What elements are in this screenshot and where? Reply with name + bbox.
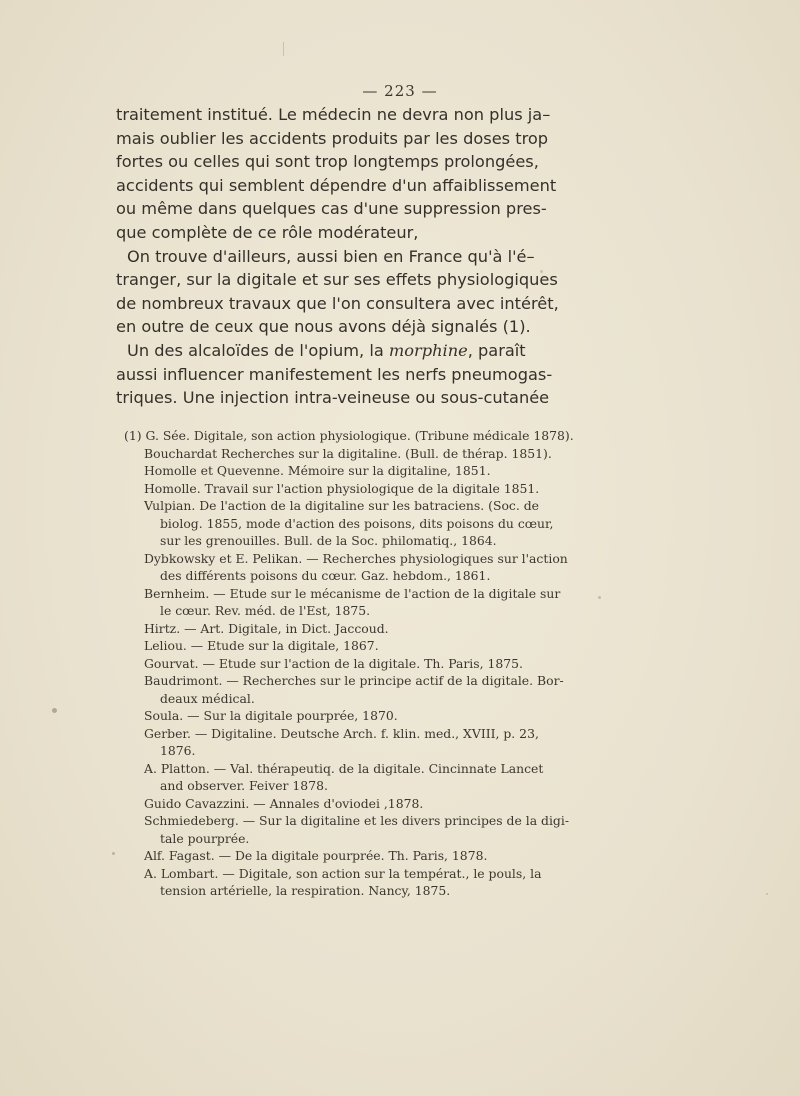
footnote-line: Homolle. Travail sur l'action physiologique de la digitale 1851. bbox=[144, 480, 540, 496]
page-blemish bbox=[766, 893, 768, 895]
body-line bbox=[116, 339, 546, 363]
body-line: mais oublier les accidents produits par les doses trop bbox=[116, 128, 549, 148]
footnote-line: Bouchardat Recherches sur la digitaline. (Bull. de thérap. 1851). bbox=[144, 445, 552, 461]
body-line: ou même dans quelques cas d'une suppression pres- bbox=[116, 199, 547, 219]
footnote-line: Dybkowsky et E. Pelikan. — Recherches physiologiques sur l'action bbox=[144, 550, 568, 566]
body-line: triques. Une injection intra-veineuse ou sous-cutanée bbox=[116, 388, 550, 408]
footnote-line: Alf. Fagast. — De la digitale pourprée. Th. Paris, 1878. bbox=[144, 848, 488, 863]
footnote-line: le cœur. Rev. méd. de l'Est, 1875. bbox=[160, 603, 371, 618]
footnote-line: Gourvat. — Etude sur l'action de la digitale. Th. Paris, 1875. bbox=[144, 655, 523, 671]
body-line: traitement institué. Le médecin ne devra non plus ja– bbox=[116, 105, 551, 124]
footnote-line: Hirtz. — Art. Digitale, in Dict. Jaccoud. bbox=[144, 620, 389, 636]
footnote-line: Leliou. — Etude sur la digitale, 1867. bbox=[144, 638, 379, 653]
footnote-line: Guido Cavazzini. — Annales d'oviodei ,1878. bbox=[144, 795, 424, 811]
page-blemish bbox=[598, 596, 601, 599]
footnote-line: A. Platton. — Val. thérapeutiq. de la digitale. Cincinnate Lancet bbox=[144, 760, 544, 776]
body-line: en outre de ceux que nous avons déjà signalés (1). bbox=[116, 317, 531, 337]
footnote-line: tension artérielle, la respiration. Nancy, 1875. bbox=[160, 883, 451, 898]
body-line: de nombreux travaux que l'on consultera avec intérêt, bbox=[116, 293, 559, 313]
footnote-line: des différents poisons du cœur. Gaz. hebdom., 1861. bbox=[160, 568, 491, 583]
body-text-run: , paraît bbox=[467, 340, 526, 360]
footnote-line: Vulpian. De l'action de la digitaline sur les batraciens. (Soc. de bbox=[144, 498, 539, 513]
body-line: tranger, sur la digitale et sur ses effets physiologiques bbox=[116, 270, 558, 290]
footnote-line: sur les grenouilles. Bull. de la Soc. philomatiq., 1864. bbox=[160, 533, 497, 548]
footnote-line: Bernheim. — Etude sur le mécanisme de l'action de la digitale sur bbox=[144, 585, 561, 601]
footnote-line: (1) G. Sée. Digitale, son action physiologique. (Tribune médicale 1878). bbox=[124, 428, 574, 443]
footnote-line: Homolle et Quevenne. Mémoire sur la digitaline, 1851. bbox=[144, 463, 491, 478]
body-line: On trouve d'ailleurs, aussi bien en France qu'à l'é– bbox=[127, 246, 535, 266]
footnote-line: Baudrimont. — Recherches sur le principe actif de la digitale. Bor- bbox=[144, 673, 564, 688]
body-text bbox=[116, 103, 559, 410]
footnote-line: Schmiedeberg. — Sur la digitaline et les divers principes de la digi- bbox=[144, 813, 570, 828]
body-line: accidents qui semblent dépendre d'un affaiblissement bbox=[116, 175, 557, 195]
italic-term: morphine bbox=[388, 340, 468, 360]
footnote-line: Gerber. — Digitaline. Deutsche Arch. f. klin. med., XVIII, p. 23, bbox=[144, 725, 539, 741]
footnote-line: A. Lombart. — Digitale, son action sur la températ., le pouls, la bbox=[144, 865, 542, 881]
footnotes bbox=[124, 427, 574, 900]
body-line: fortes ou celles qui sont trop longtemps prolongées, bbox=[116, 152, 539, 172]
body-line: que complète de ce rôle modérateur, bbox=[116, 222, 419, 242]
page-blemish bbox=[283, 42, 284, 56]
body-text-run: Un des alcaloïdes de l'opium, la bbox=[127, 340, 389, 360]
page-blemish bbox=[52, 708, 57, 713]
footnote-line: Soula. — Sur la digitale pourprée, 1870. bbox=[144, 708, 398, 723]
footnote-line: deaux médical. bbox=[160, 690, 255, 706]
footnote-line: biolog. 1855, mode d'action des poisons, dits poisons du cœur, bbox=[160, 515, 554, 531]
footnote-line: tale pourprée. bbox=[160, 830, 250, 846]
page-blemish bbox=[112, 852, 115, 855]
footnote-line: 1876. bbox=[160, 743, 196, 758]
body-line: aussi influencer manifestement les nerfs pneumogas- bbox=[116, 364, 553, 384]
footnote-line: and observer. Feiver 1878. bbox=[160, 778, 328, 793]
page-number: — 223 — bbox=[362, 82, 438, 100]
